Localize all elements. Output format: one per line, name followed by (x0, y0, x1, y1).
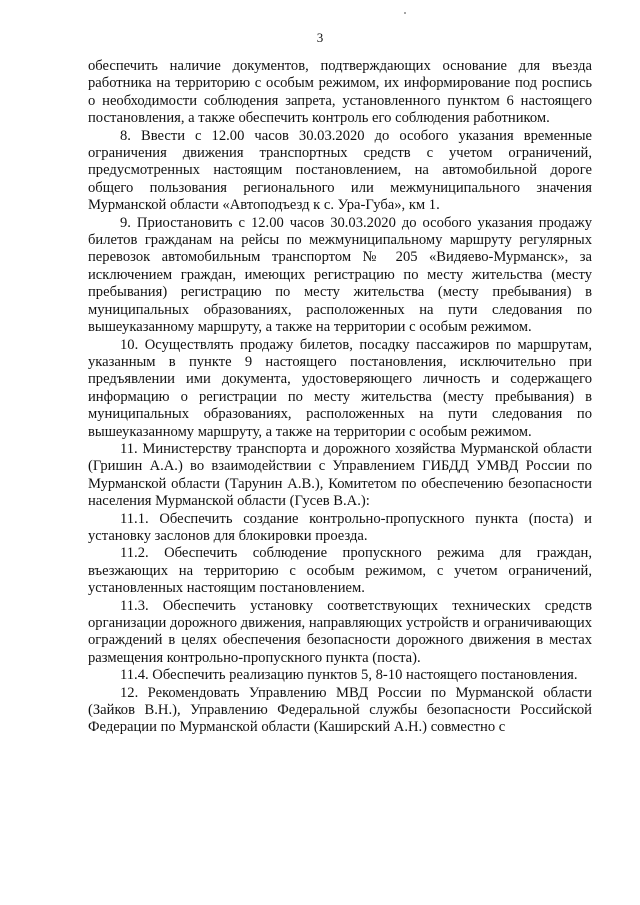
paragraph-item-11-2: 11.2. Обеспечить соблюдение пропускного режима для граждан, въезжающих на территорию с особым режимом, с учетом ограничений, установленных настоящим постановлением. (88, 545, 592, 597)
paragraph-item-11: 11. Министерству транспорта и дорожного хозяйства Мурманской области (Гришин А.А.) во взаимодействии с Управлением ГИБДД УМВД России по Мурманской области (Тарунин А.В.), Комитетом по обеспечению безопасности населения Мурманской области (Гусев В.А.): (88, 440, 592, 510)
page-number: 3 (316, 30, 324, 45)
paragraph-item-11-4: 11.4. Обеспечить реализацию пунктов 5, 8-10 настоящего постановления. (120, 667, 578, 684)
paragraph-item-8: 8. Ввести с 12.00 часов 30.03.2020 до особого указания временные ограничения движения транспортных средств с учетом ограничений, предусмотренных настоящим постановлением, на автомобильной дороге общего пользования регионального или межмуниципального значения Мурманской области «Автоподъезд к с. Ура-Губа», км 1. (88, 127, 592, 214)
document-body (88, 58, 592, 737)
paragraph-item-11-3: 11.3. Обеспечить установку соответствующих технических средств организации дорожного движения, направляющих устройств и ограничивающих ограждений в целях обеспечения безопасности дорожного движения в местах размещения контрольно-пропускного пункта (поста). (88, 597, 592, 666)
paragraph-item-10: 10. Осуществлять продажу билетов, посадку пассажиров по маршрутам, указанным в пункте 9 настоящего постановления, исключительно при предъявлении ими документа, удостоверяющего личность и содержащего информацию о регистрации по месту жительства (месту пребывания) в муниципальных образованиях, расположенных на пути следования по вышеуказанному маршруту, а также на территории с особым режимом. (88, 336, 592, 440)
paragraph-item-11-1: 11.1. Обеспечить создание контрольно-пропускного пункта (поста) и установку заслонов для блокировки проезда. (88, 510, 592, 544)
paragraph-continuation: обеспечить наличие документов, подтверждающих основание для въезда работника на территорию с особым режимом, их информирование под роспись о необходимости соблюдения запрета, установленного пунктом 6 настоящего постановления, а также обеспечить контроль его соблюдения работником. (88, 58, 592, 127)
scan-speck (404, 12, 406, 14)
paragraph-item-9: 9. Приостановить с 12.00 часов 30.03.2020 до особого указания продажу билетов гражданам на рейсы по межмуниципальному маршруту регулярных перевозок автомобильным транспортом № 205 «Видяево-Мурманск», за исключением граждан, имеющих регистрацию по месту жительства (месту пребывания) регистрацию по месту жительства (месту пребывания) в муниципальных образованиях, расположенных на пути следования по вышеуказанному маршруту, а также на территории с особым режимом. (88, 214, 592, 336)
paragraph-item-12: 12. Рекомендовать Управлению МВД России по Мурманской области (Зайков В.Н.), Управлению Федеральной службы безопасности Российской Федерации по Мурманской области (Каширский А.Н.) совместно с (88, 684, 592, 736)
